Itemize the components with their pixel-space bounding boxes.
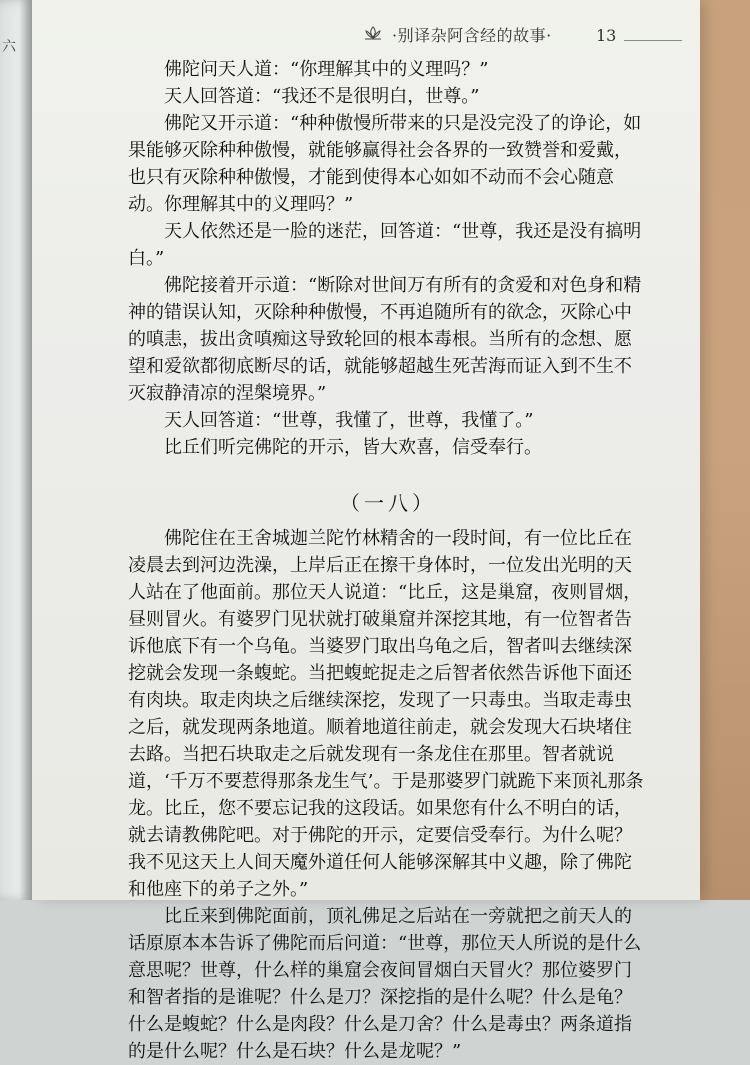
paragraph: 天人回答道：“我还不是很明白，世尊。” — [164, 86, 480, 107]
paragraph: 比丘来到佛陀面前，顶礼佛足之后站在一旁就把之前天人的话原原本本告诉了佛陀而后问道：“世尊，那位天人所说的是什么意思呢？世尊，什么样的巢窟会夜间冒烟白天冒火？那位婆罗门和智者指的是谁呢？什么是刀？深挖指的是什么呢？什么是龟？什么是蝮蛇？什么是肉段？什么是刀舍？什么是毒虫？两条道指的是什么呢？什么是石块？什么是龙呢？” — [128, 906, 642, 1062]
paragraph: 天人回答道：“世尊，我懂了，世尊，我懂了。” — [164, 410, 534, 431]
paragraph: 佛陀接着开示道：“断除对世间万有所有的贪爱和对色身和精神的错误认知，灭除种种傲慢，不再追随所有的欲念，灭除心中的嗔恚，拔出贪嗔痴这导致轮回的根本毒根。当所有的念想、愿望和爱欲都彻底断尽的话，就能够超越生死苦海而证入到不生不灭寂静清凉的涅槃境界。” — [128, 275, 642, 404]
left-page-edge-char: 六 — [2, 39, 16, 55]
section-heading: （一八） — [340, 491, 436, 515]
page-header — [362, 24, 682, 48]
page-content — [128, 56, 648, 1065]
header-rule — [624, 40, 682, 41]
paragraph: 比丘们听完佛陀的开示，皆大欢喜，信受奉行。 — [164, 437, 542, 458]
running-title: ·别译杂阿含经的故事· — [392, 26, 552, 45]
paragraph: 佛陀又开示道：“种种傲慢所带来的只是没完没了的诤论，如果能够灭除种种傲慢，就能够赢得社会各界的一致赞誉和爱戴，也只有灭除种种傲慢，才能到使得本心如如不动而不会心随意动。你理解其中的义理吗？” — [128, 113, 642, 215]
paragraph: 佛陀住在王舍城迦兰陀竹林精舍的一段时间，有一位比丘在凌晨去到河边洗澡，上岸后正在擦干身体时，一位发出光明的天人站在了他面前。那位天人说道：“比丘，这是巢窟，夜则冒烟，昼则冒火。有婆罗门见状就打破巢窟并深挖其地，有一位智者告诉他底下有一个乌龟。当婆罗门取出乌龟之后，智者叫去继续深挖就会发现一条蝮蛇。当把蝮蛇捉走之后智者依然告诉他下面还有肉块。取走肉块之后继续深挖，发现了一只毒虫。当取走毒虫之后，就发现两条地道。顺着地道往前走，就会发现大石块堵住去路。当把石块取走之后就发现有一条龙住在那里。智者就说道，‘千万不要惹得那条龙生气’。于是那婆罗门就跪下来顶礼那条龙。比丘，您不要忘记我的这段话。如果您有什么不明白的话，就去请教佛陀吧。对于佛陀的开示，定要信受奉行。为什么呢？我不见这天上人间天魔外道任何人能够深解其中义趣，除了佛陀和他座下的弟子之外。” — [128, 528, 644, 900]
paragraph: 佛陀问天人道：“你理解其中的义理吗？” — [164, 59, 489, 80]
lotus-icon — [362, 25, 384, 43]
page-number: 13 — [596, 26, 617, 45]
left-page-edge — [0, 0, 32, 900]
paragraph: 天人依然还是一脸的迷茫，回答道：“世尊，我还是没有搞明白。” — [128, 221, 642, 269]
book-page — [32, 0, 700, 1062]
